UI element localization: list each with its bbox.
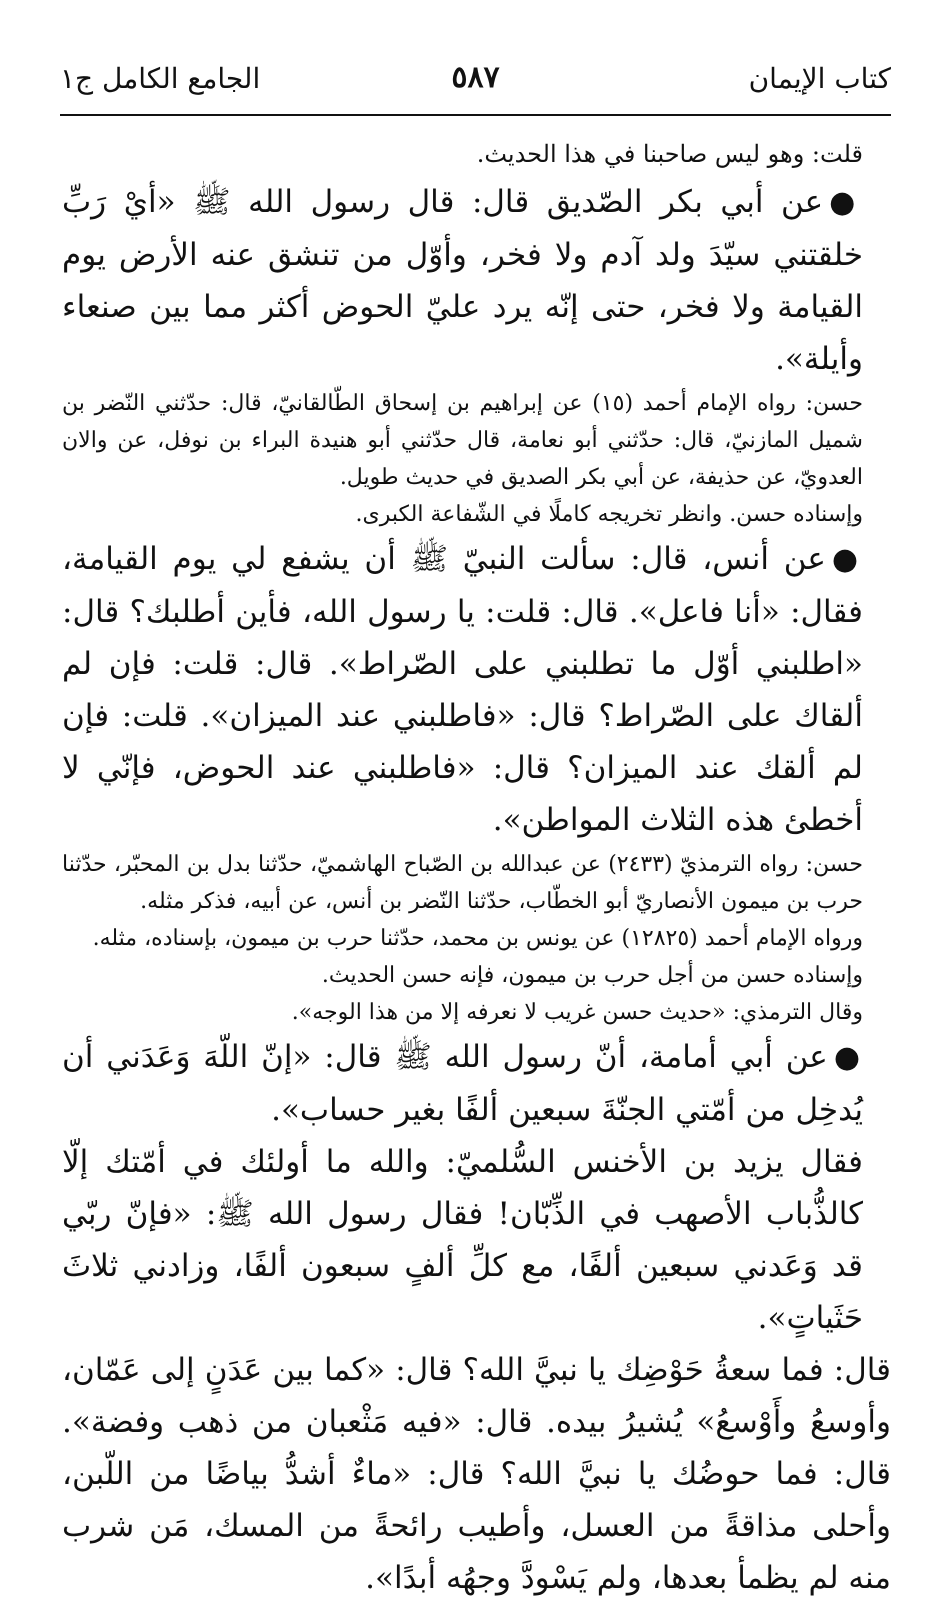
page-header bbox=[60, 54, 891, 116]
takhrij-note-9: وقال الترمذي: «حديث حسن غريب لا نعرفه إلا من هذا الوجه». bbox=[291, 1000, 863, 1025]
volume-title: الجامع الكامل ج١ bbox=[60, 62, 261, 95]
hadith-paragraph-2: ●عن أبي بكر الصّديق قال: قال رسول الله ﷺ «أيْ رَبِّ خلقتني سيّدَ ولد آدم ولا فخر، وأوّل من تنشق عنه الأرض يوم القيامة ولا فخر، حتى إنّه يرد عليّ الحوض أكثر مما بين صنعاء وأيلة». bbox=[62, 184, 863, 377]
hadith-paragraph-11: فقال يزيد بن الأخنس السُّلميّ: والله ما أولئك في أمّتك إلّا كالذُّباب الأصهب في الذِّبّان! فقال رسول الله ﷺ: «فإنّ ربّي قد وَعَدني سبعين ألفًا، مع كلِّ ألفٍ سبعون ألفًا، وزادني ثلاثَ حَثَياتٍ». bbox=[62, 1144, 863, 1336]
takhrij-note-6: حسن: رواه الترمذيّ (٢٤٣٣) عن عبدالله بن الصّباح الهاشميّ، حدّثنا بدل بن المحبّر، حدّثنا حرب بن ميمون الأنصاريّ أبو الخطّاب، حدّثنا النّضر بن أنس، عن أبيه، فذكر مثله. bbox=[62, 852, 864, 914]
bullet-icon: ● bbox=[833, 1040, 863, 1075]
page-body bbox=[62, 132, 891, 1604]
hadith-paragraph-10: ●عن أبي أمامة، أنّ رسول الله ﷺ قال: «إنّ اللّهَ وَعَدَني أن يُدخِل من أمّتي الجنّةَ سبعين ألفًا بغير حساب». bbox=[62, 1039, 863, 1128]
bullet-icon: ● bbox=[831, 542, 863, 577]
takhrij-note-8: وإسناده حسن من أجل حرب بن ميمون، فإنه حسن الحديث. bbox=[321, 963, 863, 988]
page-number: ٥٨٧ bbox=[451, 60, 500, 95]
paragraph-1: قلت: وهو ليس صاحبنا في هذا الحديث. bbox=[476, 140, 863, 168]
hadith-paragraph-5: ●عن أنس، قال: سألت النبيّ ﷺ أن يشفع لي يوم القيامة، فقال: «أنا فاعل». قال: قلت: يا رسول الله، فأين أطلبك؟ قال: «اطلبني أوّل ما تطلبني على الصّراط». قال: قلت: فإن لم ألقاك على الصّراط؟ قال: «فاطلبني عند الميزان». قلت: فإن لم ألقك عند الميزان؟ قال: «فاطلبني عند الحوض، فإنّي لا أخطئ هذه الثلاث المواطن». bbox=[62, 541, 863, 838]
takhrij-note-3: حسن: رواه الإمام أحمد (١٥) عن إبراهيم بن إسحاق الطّالقانيّ، قال: حدّثني النّضر بن شميل المازنيّ، قال: حدّثني أبو نعامة، قال حدّثني أبو هنيدة البراء بن نوفل، عن والان العدويّ، عن حذيفة، عن أبي بكر الصديق في حديث طويل. bbox=[62, 391, 863, 490]
takhrij-note-7: ورواه الإمام أحمد (١٢٨٢٥) عن يونس بن محمد، حدّثنا حرب بن ميمون، بإسناده، مثله. bbox=[92, 926, 863, 951]
takhrij-note-4: وإسناده حسن. وانظر تخريجه كاملًا في الشّفاعة الكبرى. bbox=[355, 502, 863, 527]
bullet-icon: ● bbox=[829, 185, 863, 220]
hadith-paragraph-12: قال: فما سعةُ حَوْضِك يا نبيَّ الله؟ قال: «كما بين عَدَنٍ إلى عَمّان، وأوسعُ وأَوْسعُ» يُشيرُ بيده. قال: «فيه مَثْعبان من ذهب وفضة». قال: فما حوضُك يا نبيَّ الله؟ قال: «ماءٌ أشدُّ بياضًا من اللّبن، وأحلى مذاقةً من العسل، وأطيب رائحةً من المسك، مَن شرب منه لم يظمأ بعدها، ولم يَسْودَّ وجهُه أبدًا». bbox=[62, 1352, 891, 1596]
book-title: كتاب الإيمان bbox=[748, 62, 891, 95]
